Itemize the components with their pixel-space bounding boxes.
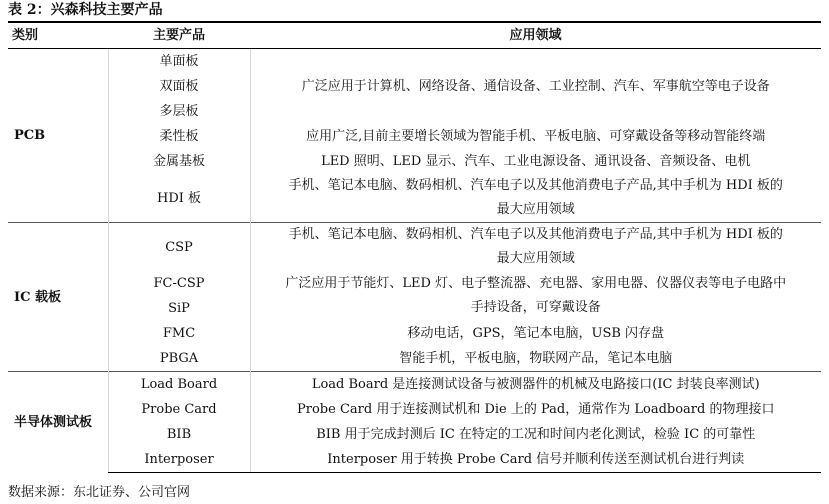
product-cell: BIB — [108, 422, 250, 447]
table-row — [8, 149, 821, 174]
product-cell: HDI 板 — [108, 174, 250, 223]
product-cell: 单面板 — [108, 49, 250, 75]
table-row — [8, 174, 821, 223]
application-line: 手机、笔记本电脑、数码相机、汽车电子以及其他消费电子产品,其中手机为 HDI 板的 — [288, 227, 783, 242]
application-line: BIB 用于完成封测后 IC 在特定的工况和时间内老化测试，检验 IC 的可靠性 — [316, 426, 756, 442]
application-cell — [250, 223, 821, 272]
application-cell — [250, 447, 821, 473]
table-row — [8, 372, 821, 398]
application-line: LED 照明、LED 显示、汽车、工业电源设备、通讯设备、音频设备、电机 — [321, 153, 751, 169]
application-line: Interposer 用于转换 Probe Card 信号并顺利传送至测试机台进行判读 — [327, 451, 745, 467]
header-category: 类别 — [8, 22, 108, 49]
application-line: 最大应用领域 — [496, 202, 575, 217]
application-line: 广泛应用于计算机、网络设备、通信设备、工业控制、汽车、军事航空等电子设备 — [301, 78, 770, 94]
table-row — [8, 223, 821, 272]
table-title: 表 2：兴森科技主要产品 — [8, 2, 163, 18]
header-product: 主要产品 — [108, 22, 250, 49]
table-row — [8, 321, 821, 346]
table-row — [8, 447, 821, 473]
product-cell: 双面板 — [108, 74, 250, 99]
application-line: 手持设备，可穿戴设备 — [470, 300, 601, 315]
application-cell — [250, 422, 821, 447]
product-cell: 金属基板 — [108, 149, 250, 174]
application-cell — [250, 397, 821, 422]
application-cell — [250, 321, 821, 346]
table-header-row — [8, 22, 821, 49]
product-table — [8, 21, 821, 473]
application-cell — [250, 174, 821, 223]
application-cell — [250, 372, 821, 398]
table-row — [8, 124, 821, 149]
product-cell: PBGA — [108, 346, 250, 372]
header-application: 应用领域 — [250, 22, 821, 49]
application-line: 应用广泛,目前主要增长领域为智能手机、平板电脑、可穿戴设备等移动智能终端 — [306, 128, 766, 144]
application-cell — [250, 346, 821, 372]
product-cell: SiP — [108, 296, 250, 321]
product-cell: CSP — [108, 223, 250, 272]
table-row — [8, 271, 821, 296]
table-row — [8, 49, 821, 75]
source-note: 数据来源：东北证券、公司官网 — [8, 485, 191, 500]
application-cell — [250, 271, 821, 321]
table-row — [8, 397, 821, 422]
application-cell — [250, 49, 821, 125]
product-cell: FC-CSP — [108, 271, 250, 296]
application-line: Probe Card 用于连接测试机和 Die 上的 Pad，通常作为 Loadboard 的物理接口 — [297, 401, 775, 417]
category-cell: 半导体测试板 — [8, 372, 108, 473]
application-cell — [250, 124, 821, 149]
table-row — [8, 346, 821, 372]
category-cell: IC 载板 — [8, 223, 108, 372]
table-row — [8, 422, 821, 447]
application-line: 手机、笔记本电脑、数码相机、汽车电子以及其他消费电子产品,其中手机为 HDI 板的 — [288, 178, 783, 193]
product-cell: Probe Card — [108, 397, 250, 422]
product-cell: 柔性板 — [108, 124, 250, 149]
product-cell: Load Board — [108, 372, 250, 398]
application-line: 智能手机，平板电脑，物联网产品，笔记本电脑 — [399, 350, 673, 366]
table-body — [8, 49, 821, 473]
category-cell: PCB — [8, 49, 108, 223]
application-line: 移动电话，GPS，笔记本电脑，USB 闪存盘 — [407, 325, 665, 341]
application-line: Load Board 是连接测试设备与被测器件的机械及电路接口(IC 封装良率测试) — [311, 376, 760, 392]
product-cell: FMC — [108, 321, 250, 346]
application-line: 广泛应用于节能灯、LED 灯、电子整流器、充电器、家用电器、仪器仪表等电子电路中 — [285, 276, 787, 291]
application-cell — [250, 149, 821, 174]
application-line: 最大应用领域 — [496, 251, 575, 266]
product-cell: 多层板 — [108, 99, 250, 124]
product-cell: Interposer — [108, 447, 250, 473]
